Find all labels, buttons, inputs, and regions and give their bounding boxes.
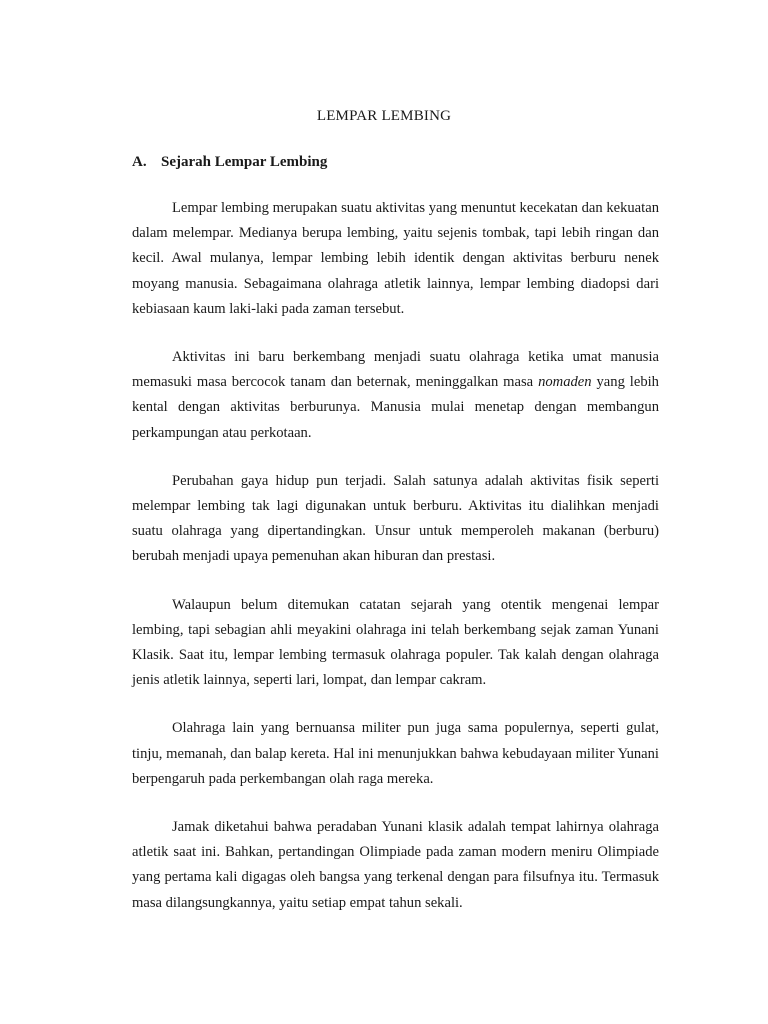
section-letter: A.: [132, 154, 147, 170]
paragraph-3: Perubahan gaya hidup pun terjadi. Salah satunya adalah aktivitas fisik seperti melempar lembing tak lagi digunakan untuk berburu. Aktivitas itu dialihkan menjadi suatu olahraga yang dipertandingkan. Unsur untuk memperoleh makanan (berburu) berubah menjadi upaya pemenuhan akan hiburan dan prestasi.: [132, 472, 659, 565]
page-title: LEMPAR LEMBING: [316, 108, 452, 124]
paragraph-2: [132, 345, 659, 446]
paragraph-2-part-2: yang lebih kental dengan aktivitas berburunya. Manusia mulai menetap dengan membangun perkampungan atau perkotaan.: [132, 374, 659, 441]
paragraph-4: Walaupun belum ditemukan catatan sejarah yang otentik mengenai lempar lembing, tapi sebagian ahli meyakini olahraga ini telah berkembang sejak zaman Yunani Klasik. Saat itu, lempar lembing termasuk olahraga populer. Tak kalah dengan olahraga jenis atletik lainnya, seperti lari, lompat, dan lempar cakram.: [132, 596, 659, 689]
paragraph-2-part-1: Aktivitas ini baru berkembang menjadi suatu olahraga ketika umat manusia memasuki masa bercocok tanam dan beternak, meninggalkan masa: [132, 349, 659, 391]
section-heading-text: Sejarah Lempar Lembing: [161, 154, 328, 170]
paragraph-1: Lempar lembing merupakan suatu aktivitas yang menuntut kecekatan dan kekuatan dalam melempar. Medianya berupa lembing, yaitu sejenis tombak, tapi lebih ringan dan kecil. Awal mulanya, lempar lembing lebih identik dengan aktivitas berburu nenek moyang manusia. Sebagaimana olahraga atletik lainnya, lempar lembing diadopsi dari kebiasaan kaum laki-laki pada zaman tersebut.: [132, 200, 659, 317]
section-heading: [132, 154, 327, 171]
paragraph-5: Olahraga lain yang bernuansa militer pun juga sama populernya, seperti gulat, tinju, memanah, dan balap kereta. Hal ini menunjukkan bahwa kebudayaan militer Yunani berpengaruh pada perkembangan olah raga mereka.: [132, 720, 659, 787]
paragraph-6: Jamak diketahui bahwa peradaban Yunani klasik adalah tempat lahirnya olahraga atletik saat ini. Bahkan, pertandingan Olimpiade pada zaman modern meniru Olimpiade yang pertama kali digagas oleh bangsa yang terkenal dengan para filsufnya itu. Termasuk masa dilangsungkannya, yaitu setiap empat tahun sekali.: [132, 819, 659, 911]
paragraph-2-italic-term: nomaden: [538, 374, 592, 391]
body-text: [132, 196, 659, 939]
